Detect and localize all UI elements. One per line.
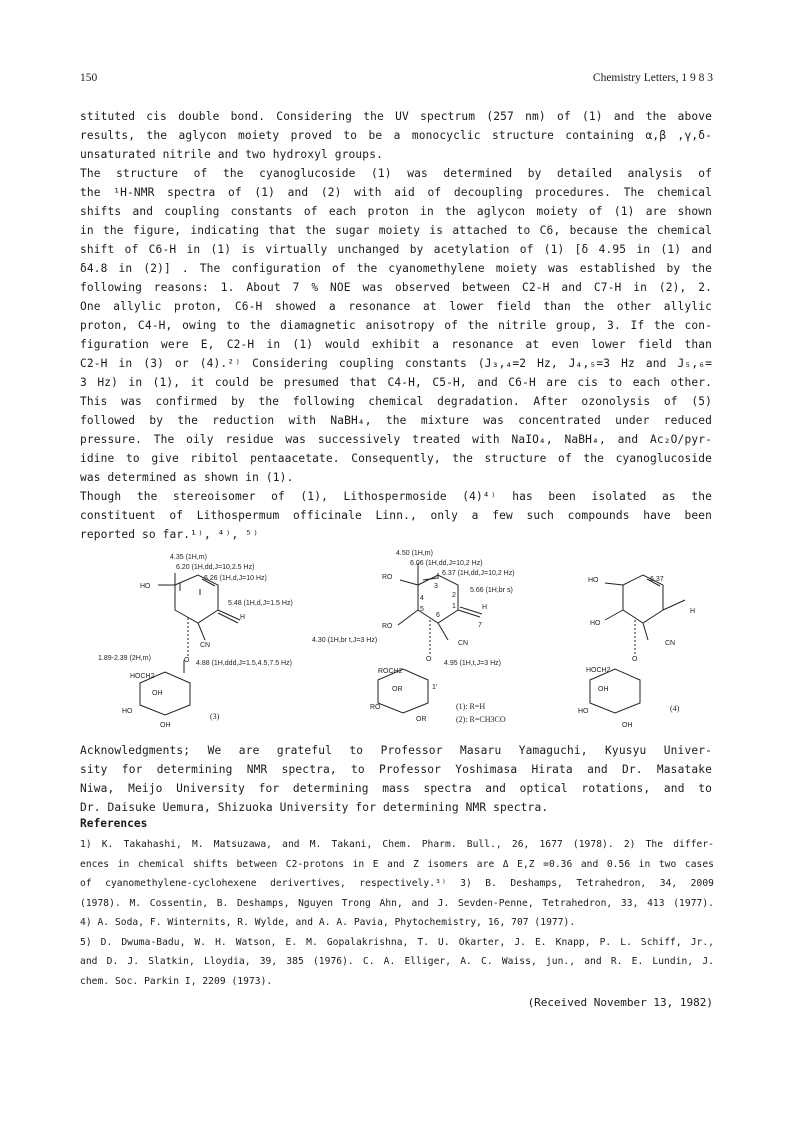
c4-och2: HOCH2 [586, 667, 611, 674]
body-line: was determined as shown in (1). [80, 471, 294, 484]
body-text [80, 107, 712, 544]
c1-n7: 7 [478, 622, 482, 629]
c3-ho: HO [140, 583, 151, 590]
c1-n1: 1 [452, 603, 456, 610]
c3-h1: 4.35 (1H,m) [170, 554, 207, 561]
c4-o: O [632, 656, 638, 663]
c4-oh1: OH [598, 686, 609, 693]
c1-n3: 3 [434, 583, 438, 590]
c3-oh2: OH [160, 722, 171, 729]
c3-och2: HOCH2 [130, 673, 155, 680]
body-line: One allylic proton, C6-H showed a resonance at lower field than the other allylic [80, 300, 712, 313]
c4-n637: 6,37 [650, 576, 664, 583]
c4-oh2: OH [622, 722, 633, 729]
c3-bond-cn [198, 623, 205, 640]
c1-n4: 4 [420, 595, 424, 602]
body-line: followed by the reduction with NaBH₄, the mixture was concentrated under reduced [80, 414, 712, 427]
c3-ring [175, 575, 218, 623]
ack-line: Dr. Daisuke Uemura, Shizuoka University for determining NMR spectra. [80, 801, 549, 814]
c1-ro1: RO [382, 574, 393, 581]
c4-ho: HO [588, 577, 599, 584]
structure-scheme [80, 545, 720, 730]
references-list [80, 835, 714, 991]
c3-h: H [240, 614, 246, 621]
c1-och2: ROCH2 [378, 668, 403, 675]
c3-oh1: OH [152, 690, 163, 697]
reference-line: chem. Soc. Parkin I, 2209 (1973). [80, 975, 273, 987]
body-line: in the figure, indicating that the sugar moiety is attached to C6, because the chemical [80, 224, 712, 237]
c4-cn: CN [665, 640, 676, 647]
body-line: proton, C4-H, owing to the diamagnetic anisotropy of the nitrile group, 3. If the con- [80, 319, 712, 332]
ack-line: Niwa, Meijo University for determining mass spectra and optical rotations, and to [80, 782, 712, 795]
c4-exo [663, 600, 685, 610]
c3-h6: 4.88 (1H,ddd,J=1.5,4.5,7.5 Hz) [196, 660, 292, 667]
c1-cn: CN [458, 640, 469, 647]
c4-ho3: HO [578, 708, 589, 715]
body-line: The structure of the cyanoglucoside (1) was determined by detailed analysis of [80, 167, 712, 180]
body-line: idine to give ribitol pentaacetate. Consequently, the structure of the cyanoglucoside [80, 452, 712, 465]
c3-h4: 5.48 (1H,d,J=1.5 Hz) [228, 600, 293, 607]
c1-ro2: RO [382, 623, 393, 630]
c1-legend2: (2): R=CH3CO [456, 715, 506, 724]
ack-line: Acknowledgments; We are grateful to Professor Masaru Yamaguchi, Kyusyu Univer- [80, 744, 712, 757]
body-line: results, the aglycon moiety proved to be a monocyclic structure containing α,β ,γ,δ- [80, 129, 712, 142]
c1-sugar-ring [378, 669, 428, 713]
body-line: unsaturated nitrile and two hydroxyl groups. [80, 148, 383, 161]
page-number: 150 [80, 72, 98, 84]
c4-ho-bond [605, 583, 623, 585]
reference-line: and D. J. Slatkin, Lloydia, 39, 385 (1976). C. A. Elliger, A. C. Waiss, jun., and R. E. Lundin, J. [80, 956, 714, 967]
reference-line: of cyanomethylene-cyclohexene derivertives, respectively.³⁾ 3) B. Deshamps, Tetrahedron, 34, 2009 [80, 878, 714, 889]
c4-bond-cn [643, 623, 648, 640]
body-line: shift of C6-H in (1) is virtually unchanged by acetylation of (1) [δ 4.95 in (1) and [80, 243, 712, 256]
c1-h: H [482, 604, 488, 611]
journal-header: Chemistry Letters, 1 9 8 3 [592, 72, 713, 84]
c1-h5: 4.30 (1H,br t,J=3 Hz) [312, 637, 378, 644]
c1-ro3: RO [370, 704, 381, 711]
c4-label: (4) [670, 704, 680, 713]
body-line: This was confirmed by the following chemical degradation. After ozonolysis of (5) [80, 395, 712, 408]
received-date: (Received November 13, 1982) [527, 996, 713, 1009]
c1-o: O [426, 656, 432, 663]
c1-or1: OR [392, 686, 403, 693]
c1-h3: 6.37 (1H,dd,J=10,2 Hz) [442, 570, 515, 577]
c1-n1p: 1' [432, 684, 438, 691]
reference-line: (1978). M. Cossentin, B. Deshamps, Nguyen Trong Ahn, and J. Sevden-Penne, Tetrahedron, 33, 413 (1977). [80, 897, 714, 909]
c1-h4: 5.66 (1H,br s) [470, 587, 513, 594]
body-line: reported so far.¹⁾, ⁴⁾, ⁵⁾ [80, 528, 260, 541]
c4-ho2: HO [590, 620, 601, 627]
references-heading: References [80, 817, 148, 830]
c1-ro-bond2 [398, 610, 418, 625]
c3-h3: 6.26 (1H,d,J=10 Hz) [204, 575, 267, 582]
body-line: constituent of Lithospermum officinale Linn., only a few such compounds have been [80, 509, 712, 522]
ack-line: sity for determining NMR spectra, to Professor Yoshimasa Hirata and Dr. Masatake [80, 763, 712, 776]
c3-h5: 1.89-2.39 (2H,m) [98, 655, 151, 662]
c1-h2: 6.06 (1H,dd,J=10,2 Hz) [410, 560, 483, 567]
c3-ho2: HO [122, 708, 133, 715]
c1-double-bond [423, 578, 437, 580]
c1-n5: 5 [420, 606, 424, 613]
c1-legend1: (1): R=H [456, 702, 486, 711]
c4-h: H [690, 608, 696, 615]
c1-n6: 6 [436, 612, 440, 619]
c3-o: O [184, 657, 190, 664]
c1-bond-cn [438, 623, 448, 640]
c3-cn: CN [200, 642, 211, 649]
body-line: stituted cis double bond. Considering the UV spectrum (257 nm) of (1) and the above [80, 110, 712, 123]
body-line: 3 Hz) in (1), it could be presumed that C4-H, C5-H, and C6-H are cis to each other. [80, 376, 712, 389]
c1-ro-bond [400, 580, 418, 585]
c1-or2: OR [416, 716, 427, 723]
body-line: shifts and coupling constants of each proton in the aglycon moiety of (1) are shown [80, 205, 712, 218]
acknowledgments [80, 741, 712, 817]
c1-n2: 2 [452, 592, 456, 599]
body-line: pressure. The oily residue was successively treated with NaIO₄, NaBH₄, and Ac₂O/pyr- [80, 433, 712, 446]
c1-exo2 [460, 607, 482, 614]
body-line: C2-H in (3) or (4).²⁾ Considering coupling constants (J₃,₄=2 Hz, J₄,₅=3 Hz and J₅,₆= [80, 357, 712, 370]
c3-h2: 6.20 (1H,dd,J=10,2.5 Hz) [176, 564, 255, 571]
body-line: the ¹H-NMR spectra of (1) and (2) with aid of decoupling procedures. The chemical [80, 186, 712, 199]
c1-h6: 4.95 (1H,t,J=3 Hz) [444, 660, 501, 667]
reference-line: 5) D. Dwuma-Badu, W. H. Watson, E. M. Gopalakrishna, T. U. Okarter, J. E. Knapp, P. L. Schiff, Jr., [80, 936, 714, 948]
body-line: figuration were E, C2-H in (1) would exhibit a resonance at even lower field than [80, 338, 712, 351]
body-line: following reasons: 1. About 7 % NOE was observed between C2-H and C7-H in (2), 2. [80, 281, 712, 294]
reference-line: ences in chemical shifts between C2-protons in E and Z isomers are Δ E,Z =0.36 and 0.56 in two cases [80, 858, 714, 870]
structure-scheme-svg [80, 545, 720, 730]
c1-exo [458, 610, 480, 617]
reference-line: 4) A. Soda, F. Winternits, R. Wylde, and A. A. Pavia, Phytochemistry, 16, 707 (1977). [80, 917, 576, 928]
c4-ho-bond2 [605, 610, 623, 620]
c1-h1: 4.50 (1H,m) [396, 550, 433, 557]
c3-label: (3) [210, 712, 220, 721]
body-line: δ4.8 in (2)] . The configuration of the cyanomethylene moiety was established by the [80, 262, 712, 275]
body-line: Though the stereoisomer of (1), Lithospermoside (4)⁴⁾ has been isolated as the [80, 490, 712, 503]
reference-line: 1) K. Takahashi, M. Matsuzawa, and M. Takani, Chem. Pharm. Bull., 26, 1677 (1978). 2) The differ- [80, 839, 714, 850]
